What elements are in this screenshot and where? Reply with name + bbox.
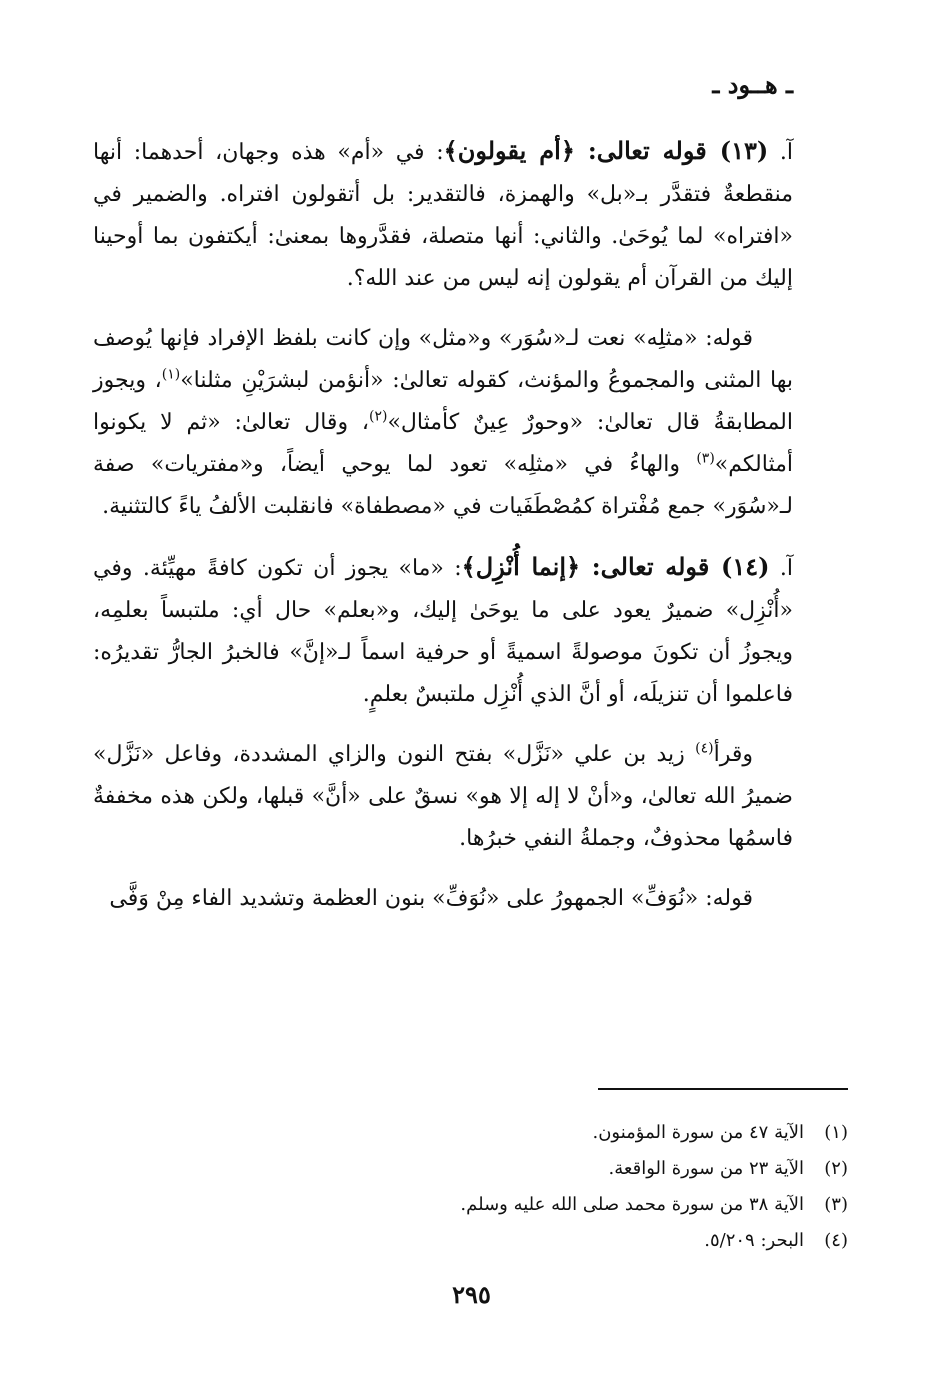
paragraph-text: : «ما» يجوز أن تكون كافةً مهيِّئة. وفي «أُنْزِل» ضميرٌ يعود على ما يوحَىٰ إليك، و«بعلم» حال أي: ملتبساً بعلمِه، ويجوزُ أن تكونَ موصولةً اسميةً أو حرفية اسماً لـ«إنَّ» فالخبرُ الجارُّ تقديرُه: فاعلموا أن تنزيلَه، أو أنَّ الذي أُنْزِل ملتبسٌ بعلمٍ. <box>93 556 793 707</box>
page-number: ٢٩٥ <box>452 1280 491 1309</box>
footnotes <box>148 1115 848 1259</box>
paragraph-text: وقرأ <box>713 742 753 767</box>
ayah-number-text: آ. <box>769 556 793 581</box>
paragraph-5 <box>93 878 793 920</box>
paragraph-1 <box>93 130 793 300</box>
paragraph-text: والهاءُ في «مثلِه» تعود لما يوحي أيضاً، و«مفتريات» صفة لـ«سُوَر» جمع مُفْتراة كمُصْطَفَيات في «مصطفاة» فانقلبت الألفُ ياءً كالتثنية. <box>93 452 793 519</box>
footnote-divider <box>598 1088 848 1090</box>
paragraph-text: قوله: «نُوَفِّ» الجمهورُ على «نُوَفِّ» بنون العظمة وتشديد الفاء مِنْ وَفَّى <box>109 886 753 911</box>
footnote-ref-3[interactable]: (٣) <box>696 450 715 467</box>
paragraph-text: : في «أم» هذه وجهان، أحدهما: أنها منقطعةٌ فتقدَّر بـ«بل» والهمزة، فالتقدير: بل أتقولون افتراه. والضمير في «افتراه» لما يُوحَىٰ. والثاني: أنها متصلة، فقدَّروها بمعنىٰ: أيكتفون بما أوحينا إليك من القرآن أم يقولون إنه ليس من عند الله؟. <box>93 140 793 291</box>
footnote-4 <box>148 1223 848 1259</box>
footnote-text: الآية ٤٧ من سورة المؤمنون. <box>592 1122 804 1143</box>
paragraph-text: قوله: «مثلِه» نعت لـ«سُوَر» و«مثل» وإن كانت بلفظ الإفراد فإنها يُوصف بها المثنى والمجموعُ والمؤنث، كقوله تعالىٰ: «أنؤمن لبشرَيْنِ مثلنا» <box>93 326 794 393</box>
paragraph-4 <box>93 734 793 860</box>
footnote-2 <box>148 1151 848 1187</box>
paragraph-2 <box>93 318 793 528</box>
footnote-ref-1[interactable]: (١) <box>161 366 181 383</box>
footnote-number: (٣) <box>824 1194 848 1215</box>
footnote-ref-2[interactable]: (٢) <box>369 408 388 425</box>
paragraph-text: ، ويجوز المطابقةُ قال تعالىٰ: «وحورٌ عِينٌ كأمثال» <box>93 368 793 435</box>
verse-heading: (١٤) قوله تعالى: ﴿إنما أُنْزِل﴾ <box>461 552 770 581</box>
main-text <box>93 130 793 938</box>
footnote-number: (٤) <box>824 1230 848 1251</box>
footnote-ref-4[interactable]: (٤) <box>695 740 714 757</box>
footnote-1 <box>148 1115 848 1151</box>
footnote-text: الآية ٢٣ من سورة الواقعة. <box>608 1158 804 1179</box>
paragraph-text: زيد بن علي «نَزَّل» بفتح النون والزاي المشددة، وفاعل «نَزَّل» ضميرُ الله تعالىٰ، و«أنْ لا إله إلا هو» نسقٌ على «أنَّ» قبلها، ولكن هذه مخففةٌ فاسمُها محذوفٌ، وجملةُ النفي خبرُها. <box>93 742 793 851</box>
verse-heading: (١٣) قوله تعالى: ﴿أم يقولون﴾ <box>443 136 769 165</box>
footnote-number: (١) <box>824 1122 848 1143</box>
ayah-number-text: آ. <box>768 140 794 165</box>
footnote-3 <box>148 1187 848 1223</box>
running-head: ـ هــود ـ <box>712 70 793 99</box>
footnote-number: (٢) <box>824 1158 848 1179</box>
paragraph-text: ، وقال تعالىٰ: «ثم لا يكونوا أمثالكم» <box>93 410 793 477</box>
paragraph-3 <box>93 546 793 716</box>
footnote-text: البحر: ٥/٢٠٩. <box>704 1230 804 1251</box>
footnote-text: الآية ٣٨ من سورة محمد صلى الله عليه وسلم. <box>460 1194 804 1215</box>
